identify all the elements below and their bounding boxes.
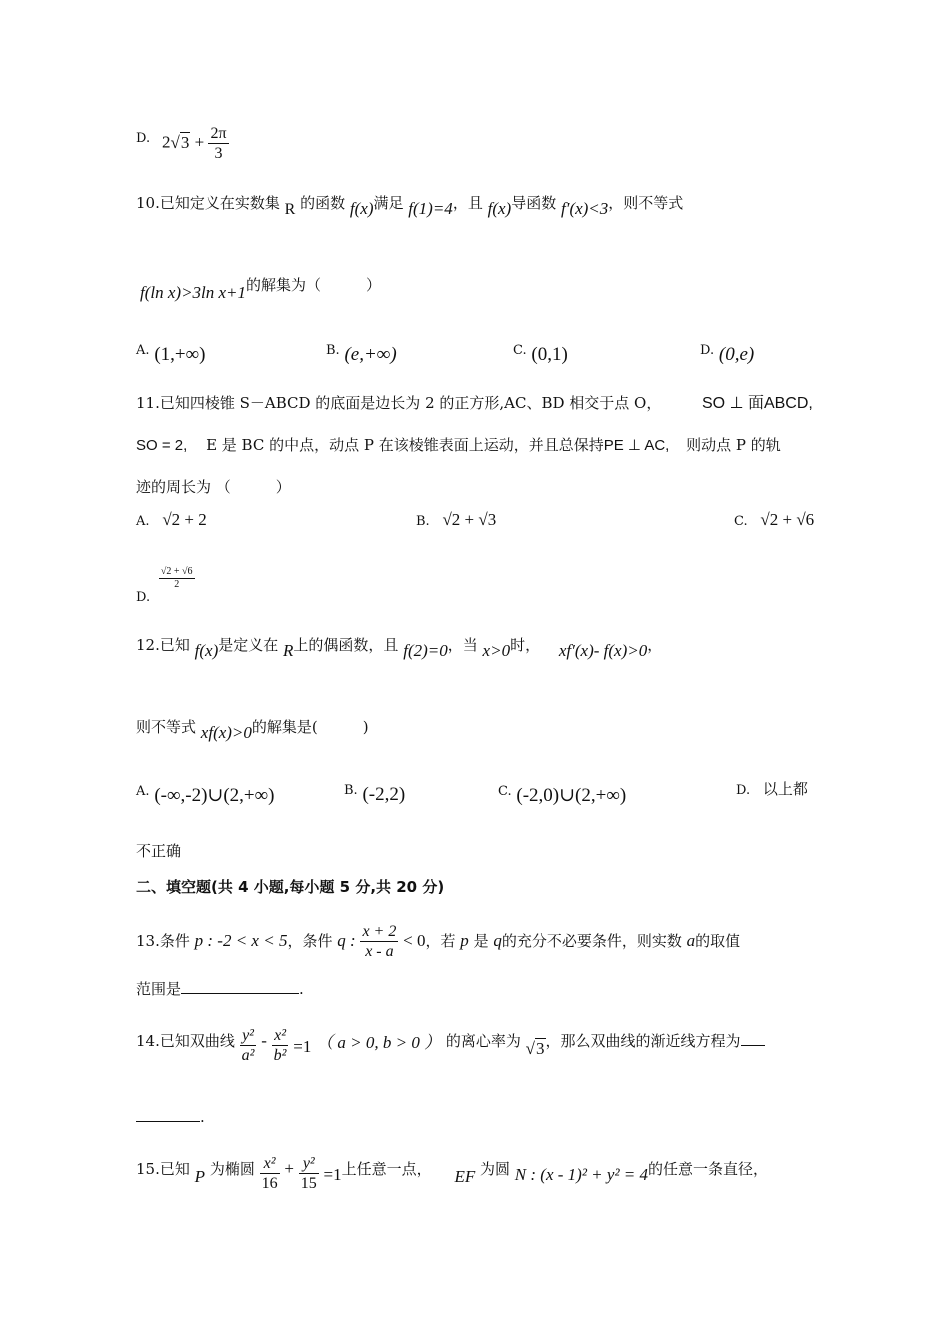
q9-option-d-fraction: $\frac{2\pi}{3}$	[210, 125, 227, 163]
section-title: 二、填空题(共 4 小题,每小题 5 分,共 20 分)	[136, 878, 445, 896]
q9-option-d	[136, 128, 150, 146]
q10-stem: 10.已知定义在实数集 R 的函数 f(x)满足 f(1)=4，且 f(x)导函数 f′(x)<3，则不等式	[136, 194, 684, 218]
q14-stem: 14.已知双曲线 $\frac{\text{y²}}{\text{a²}}$ - $\frac{\text{x²}}{\text{b²}}$ =1 （ a > 0, b > 0 ） 的离心率为 √3，那么双曲线的渐近线方程为	[136, 1026, 765, 1065]
q14-fraction-x: $\frac{\text{x²}}{\text{b²}}$	[273, 1027, 287, 1065]
q10-option-a[interactable]: A. (1,+∞)	[136, 343, 206, 365]
q11-option-a[interactable]: A. √2 + 2	[136, 510, 207, 529]
q12-option-b[interactable]: B. (-2,2)	[344, 783, 406, 805]
q14-line2: .	[136, 1108, 205, 1126]
q11-option-b[interactable]: B. √2 + √3	[416, 510, 497, 529]
q12-option-a[interactable]: A. (-∞,-2)∪(2,+∞)	[136, 784, 275, 806]
q12-option-d[interactable]: D. 以上都	[736, 780, 808, 798]
q11-line1-tail: SO ⊥ 面ABCD,	[702, 395, 813, 412]
q11-option-d[interactable]: D. $\frac{√2 + √6}{2}$	[136, 566, 193, 605]
q15-stem: 15.已知 P 为椭圆 $\frac{\text{x²}}{16}$ + $\frac{\text{y²}}{15}$ =1上任意一点， EF 为圆 N : (x - 1)² + y² = 4的任意一条直径，	[136, 1155, 769, 1193]
q11-line1: 11.已知四棱锥 S－ABCD 的底面是边长为 2 的正方形,AC、BD 相交于点 O，	[136, 394, 662, 412]
q12-stem: 12.已知 f(x)是定义在 R上的偶函数，且 f(2)=0，当 x>0时， xf′(x)- f(x)>0，	[136, 636, 663, 660]
q11-line2: SO = 2, E 是 BC 的中点，动点 P 在该棱锥表面上运动，并且总保持PE ⊥ AC, 则动点 P 的轨	[136, 436, 781, 454]
q13-answer-blank[interactable]	[181, 993, 299, 994]
q11-line3: 迹的周长为 （ ）	[136, 478, 291, 496]
q9-option-d-label: D.	[136, 131, 151, 146]
q10-option-d[interactable]: D. (0,e)	[700, 343, 755, 365]
q9-option-d-expression: 2√3 + $\frac{2\pi}{3}$	[162, 125, 227, 163]
q12-option-d-cont: 不正确	[136, 842, 182, 860]
q13-line2: 范围是 .	[136, 980, 304, 998]
q10-stem-line2: f(ln x)>3ln x+1的解集为（ ）	[140, 276, 382, 302]
q13-fraction: $\frac{x + 2}{x - a}$	[362, 923, 397, 961]
q13-stem: 13.条件 p : -2 < x < 5，条件 q : $\frac{x + 2}{x - a}$ < 0，若 p 是 q的充分不必要条件，则实数 a的取值	[136, 923, 741, 961]
q14-eccentricity: √3	[525, 1039, 545, 1059]
q11-option-d-fraction: $\frac{√2 + √6}{2}$	[160, 566, 193, 590]
q10-option-c[interactable]: C. (0,1)	[513, 343, 568, 365]
q10-option-b[interactable]: B. (e,+∞)	[326, 343, 397, 365]
q12-line2: 则不等式 xf(x)>0的解集是( )	[136, 718, 369, 742]
q14-fraction-y: $\frac{\text{y²}}{\text{a²}}$	[241, 1027, 255, 1065]
q14-answer-blank[interactable]	[136, 1121, 200, 1122]
q11-option-c[interactable]: C. √2 + √6	[734, 510, 815, 529]
q15-fraction-y: $\frac{\text{y²}}{15}$	[300, 1155, 317, 1193]
q12-option-c[interactable]: C. (-2,0)∪(2,+∞)	[498, 784, 627, 806]
q15-fraction-x: $\frac{\text{x²}}{16}$	[261, 1155, 278, 1193]
